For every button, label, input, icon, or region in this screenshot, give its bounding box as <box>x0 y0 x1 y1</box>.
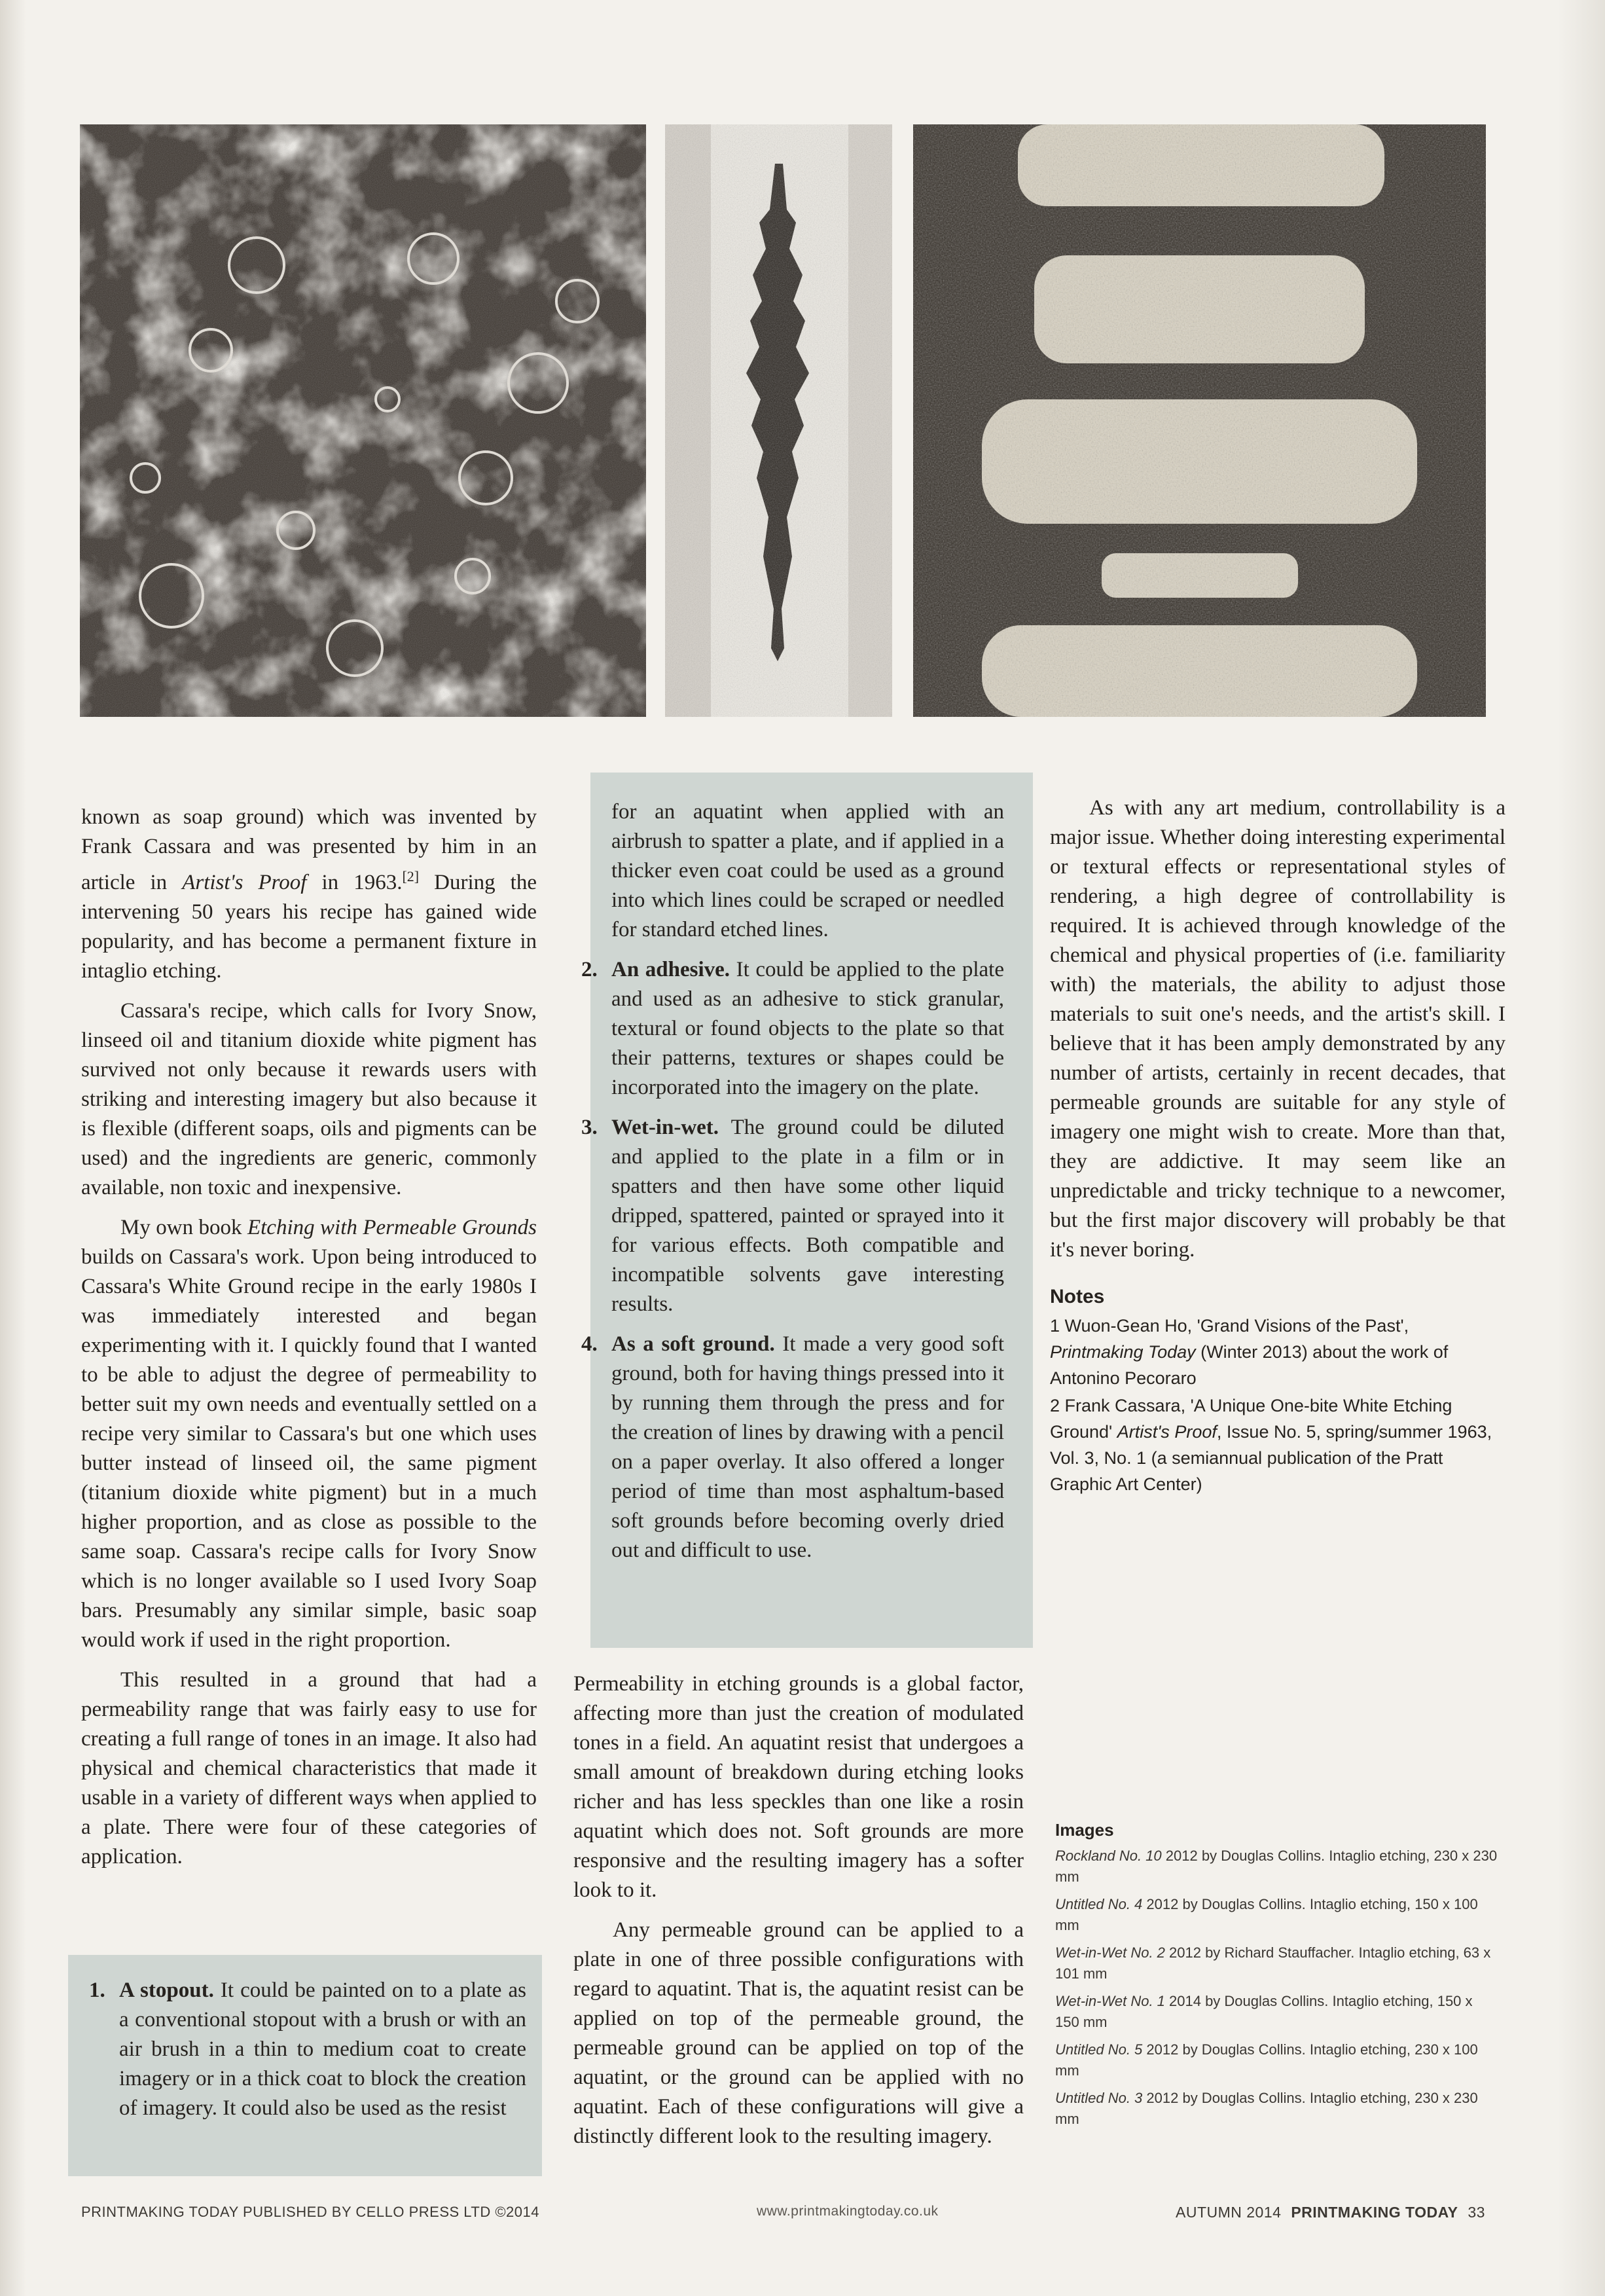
image-credit-5: Untitled No. 5 2012 by Douglas Collins. Intaglio etching, 230 x 100 mm <box>1055 2041 1478 2079</box>
category-item-2: 2. An adhesive. It could be applied to the plate and used as an adhesive to stick granular, textural or found objects to the plate so that their patterns, textures or shapes could be incorporated into the imagery on the plate. <box>581 958 1004 1099</box>
column-2-body <box>573 1669 1024 2162</box>
image-credit-2: Untitled No. 4 2012 by Douglas Collins. Intaglio etching, 150 x 100 mm <box>1055 1896 1478 1933</box>
paragraph-7: As with any art medium, controllability is a major issue. Whether doing interesting experimental or textural effects or representational styles of rendering, a high degree of controllability is required. It is achieved through knowledge of the chemical and physical properties of (i.e. familiarity with) the materials, the ability to adjust those materials to suit one's needs, and the artist's skill. I believe that it has been amply demonstrated by any number of artists, certainly in recent decades, that permeable grounds are suitable for any style of imagery one might wish to create. More than that, they are addictive. It may seem like an unpredictable and tricky technique to a newcomer, but the first major discovery will probably be that it's never boring. <box>1050 796 1506 1262</box>
figure-rockland-no-10 <box>80 124 646 717</box>
image-credits <box>1055 1820 1500 2136</box>
paragraph-3: My own book Etching with Permeable Grounds builds on Cassara's work. Upon being introduced to Cassara's White Ground recipe in the early 1980s I was immediately interested and began experimenting with it. I quickly found that I wanted to be able to adjust the degree of permeability to better suit my own needs and eventually settled on a recipe very similar to Cassara's but one which uses butter instead of linseed oil, the same pigment (titanium dioxide white pigment) but in a much higher proportion, and as close as possible to the same soap. Cassara's recipe calls for Ivory Snow which is no longer available so I used Ivory Soap bars. Presumably any similar simple, basic soap would work if used in the right proportion. <box>81 1216 537 1652</box>
rockland-etching-image <box>80 124 646 717</box>
paragraph-5: Permeability in etching grounds is a global factor, affecting more than just the creation of modulated tones in a field. An aquatint resist that undergoes a small amount of breakdown during etching looks richer and has less speckles than one like a rosin aquatint which does not. Soft grounds are more responsive and the resulting imagery has a softer look to it. <box>573 1672 1024 1902</box>
footer-url: www.printmakingtoday.co.uk <box>757 2204 939 2219</box>
category-item-4: 4. As a soft ground. It made a very good soft ground, both for having things pressed into it by running them through the press and for the creation of lines by drawing with a pencil on a paper overlay. It also offered a longer period of time than most asphaltum-based soft grounds before becoming overly dried out and difficult to use. <box>581 1332 1005 1562</box>
paragraph-4: This resulted in a ground that had a permeability range that was fairly easy to use for creating a full range of tones in an image. It also had physical and chemical characteristics that made it usable in a variety of different ways when applied to a plate. There were four of these categories of application. <box>81 1668 537 1868</box>
paragraph-2: Cassara's recipe, which calls for Ivory Snow, linseed oil and titanium dioxide white pigment has survived not only because it rewards users with striking and interesting imagery but also because it is flexible (different soaps, oils and pigments can be used) and the ingredients are generic, commonly available, non toxic and inexpensive. <box>81 999 537 1199</box>
paragraph-1: known as soap ground) which was invented by Frank Cassara and was presented by him in an article in Artist's Proof in 1963.[2] During the intervening 50 years his recipe has gained wide popularity, and has become a permanent fixture in intaglio etching. <box>81 805 537 983</box>
image-credit-3: Wet-in-Wet No. 2 2012 by Richard Stauffacher. Intaglio etching, 63 x 101 mm <box>1055 1944 1491 1982</box>
paragraph-6: Any permeable ground can be applied to a plate in one of three possible configurations with regard to aquatint. That is, the aquatint resist can be applied on top of the permeable ground, the permeable ground can be applied on top of the aquatint, or the ground can be applied with no aquatint. Each of these configurations will give a distinctly different look to the resulting imagery. <box>573 1918 1024 2148</box>
note-2: 2 Frank Cassara, 'A Unique One-bite White Etching Ground' Artist's Proof, Issue No. 5, spring/summer 1963, Vol. 3, No. 1 (a semiannual publication of the Pratt Graphic Art Center) <box>1050 1396 1492 1494</box>
figure-untitled-no-4 <box>665 124 892 717</box>
column-2-list <box>581 797 1005 1576</box>
notes-heading: Notes <box>1050 1286 1105 1307</box>
category-item-1: 1. A stopout. It could be painted on to a plate as a conventional stopout with a brush or with an air brush in a thin to medium coat to create imagery or in a thick coat to block the creation of imagery. It could also be used as the resist <box>89 1978 526 2120</box>
column-3 <box>1050 793 1506 1497</box>
footer-folio: AUTUMN 2014 PRINTMAKING TODAY 33 <box>1176 2204 1485 2221</box>
images-heading: Images <box>1055 1820 1114 1840</box>
figure-untitled-no-3 <box>913 124 1486 717</box>
note-1: 1 Wuon-Gean Ho, 'Grand Visions of the Past', Printmaking Today (Winter 2013) about the work of Antonino Pecoraro <box>1050 1316 1449 1388</box>
category-item-1-continued: for an aquatint when applied with an airbrush to spatter a plate, and if applied in a thicker even coat could be used as a ground into which lines could be scraped or needled for standard etched lines. <box>611 800 1004 941</box>
footer-publisher: PRINTMAKING TODAY PUBLISHED BY CELLO PRESS LTD ©2014 <box>81 2204 539 2220</box>
image-credit-6: Untitled No. 3 2012 by Douglas Collins. Intaglio etching, 230 x 230 mm <box>1055 2090 1478 2127</box>
notes-list <box>1050 1313 1506 1497</box>
column-1 <box>81 803 537 1882</box>
application-list-start <box>89 1976 526 2134</box>
image-credit-4: Wet-in-Wet No. 1 2014 by Douglas Collins. Intaglio etching, 150 x 150 mm <box>1055 1993 1473 2030</box>
untitled-3-etching-image <box>913 124 1486 717</box>
category-item-3: 3. Wet-in-wet. The ground could be diluted and applied to the plate in a film or in spatters and then have some other liquid dripped, spattered, painted or sprayed into it for various effects. Both compatible and incompatible solvents gave interesting results. <box>581 1116 1004 1316</box>
untitled-4-etching-image <box>665 124 892 717</box>
image-credit-1: Rockland No. 10 2012 by Douglas Collins. Intaglio etching, 230 x 230 mm <box>1055 1848 1498 1885</box>
masthead-bleed-through <box>1126 34 1584 60</box>
